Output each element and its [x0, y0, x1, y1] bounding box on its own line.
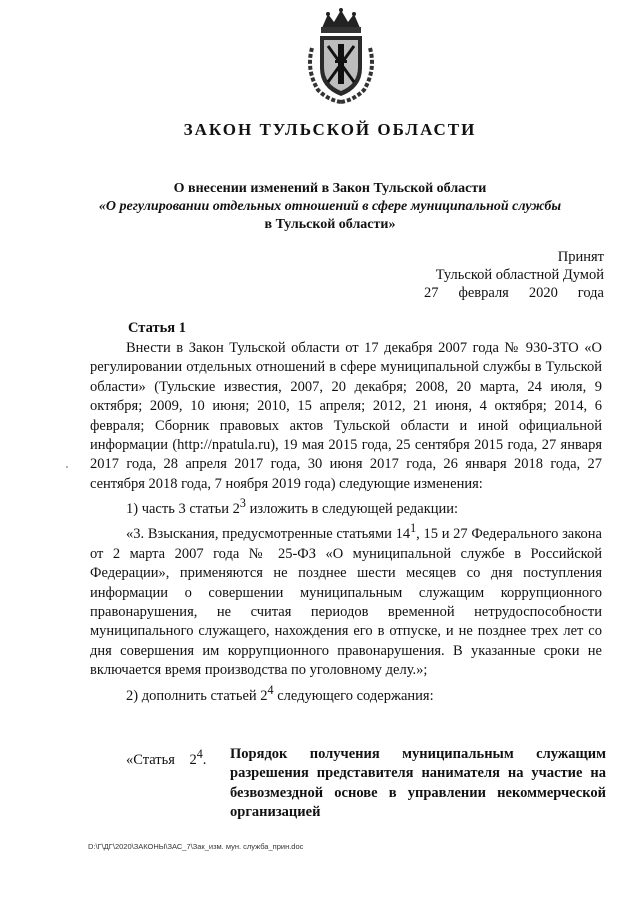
new-article-label-number: 2: [189, 751, 197, 768]
adopted-label: Принят: [557, 249, 604, 265]
new-article-title-line-2: разрешения представителя нанимателя на участие на: [230, 765, 606, 782]
new-article-label-word: «Статья: [126, 751, 175, 768]
adopted-body: Тульской областной Думой: [435, 267, 604, 283]
adoption-date: [424, 284, 604, 302]
adoption-year: 2020: [528, 285, 558, 301]
law-subject: [60, 180, 600, 234]
new-article-label-dot: .: [202, 751, 207, 768]
law-title: ЗАКОН ТУЛЬСКОЙ ОБЛАСТИ: [183, 120, 477, 139]
new-article-label-superscript: 4: [196, 747, 203, 761]
adoption-block: [424, 248, 604, 302]
article-1-intro: Внести в Закон Тульской области от 17 декабря 2007 года № 930-ЗТО «О регулировании отдельных отношений в сфере муниципальной службы в Тульской области» (Тульские известия, 2007, 20 декабря; 2008, 20 марта, 24 июля, 9 октября; 2009, 10 июня; 2010, 15 апреля; 2012, 21 июня, 4 октября; 2014, 6 февраля; Сборник правовых актов Тульской области и иной официальной информации (http://npatula.ru), 19 мая 2015 года, 25 сентября 2015 года, 27 января 2017 года, 28 апреля 2017 года, 30 июня 2017 года, 26 января 2018 года, 27 сентября 2018 года, 7 ноября 2019 года) следующие изменения:: [90, 340, 602, 492]
subject-line-1: О внесении изменений в Закон Тульской области: [173, 181, 487, 196]
article-1-item-1: [90, 494, 602, 519]
article-1-item-2: [90, 681, 602, 706]
item-2-text-end: следующего содержания:: [273, 687, 434, 704]
adoption-year-word: года: [577, 285, 604, 301]
new-article-title-line-1: Порядок получения муниципальным служащим: [230, 746, 606, 762]
quote-superscript: 1: [410, 521, 417, 536]
subject-line-3: в Тульской области»: [264, 217, 396, 232]
item-2-superscript: 4: [267, 682, 274, 697]
file-path-footer: D:\Г\ДГ\2020\ЗАКОНЫ\ЗАС_7\Зак_изм. мун. служба_прин.doc: [88, 842, 304, 851]
tula-coat-of-arms-icon: [304, 8, 378, 104]
item-2-text: 2) дополнить статьей 2: [126, 687, 268, 704]
quote-text: «3. Взыскания, предусмотренные статьями 14: [126, 526, 411, 543]
new-article-title-line-4: организацией: [230, 804, 321, 821]
article-1-heading: Статья 1: [128, 320, 186, 336]
adoption-day: 27: [424, 285, 439, 301]
scan-speck: [66, 466, 68, 468]
new-article-title-line-3: безвозмездной основе в управлении некоммерческой: [230, 784, 606, 801]
item-1-text: 1) часть 3 статьи 2: [126, 501, 240, 518]
subject-line-2: «О регулировании отдельных отношений в сфере муниципальной службы: [98, 199, 562, 214]
new-article-title: [230, 745, 606, 823]
quote-text-end: , 15 и 27 Федерального закона от 2 марта 2007 года № 25-ФЗ «О муниципальной службе в Российской Федерации», применяются не позднее шести месяцев со дня поступления информации о совершении муниципальным служащим коррупционного правонарушения, не считая периодов временной нетрудоспособности муниципального служащего, нахождения его в отпуске, и не позднее трех лет со дня совершения им коррупционного правонарушения. В указанные сроки не включается время производства по уголовному делу.»;: [90, 526, 602, 679]
adoption-month: февраля: [458, 285, 509, 301]
item-1-superscript: 3: [239, 496, 246, 511]
new-article-label: [126, 745, 224, 770]
article-1-quote: [90, 519, 602, 680]
item-1-text-end: изложить в следующей редакции:: [245, 501, 459, 518]
article-1-body: [90, 339, 602, 706]
